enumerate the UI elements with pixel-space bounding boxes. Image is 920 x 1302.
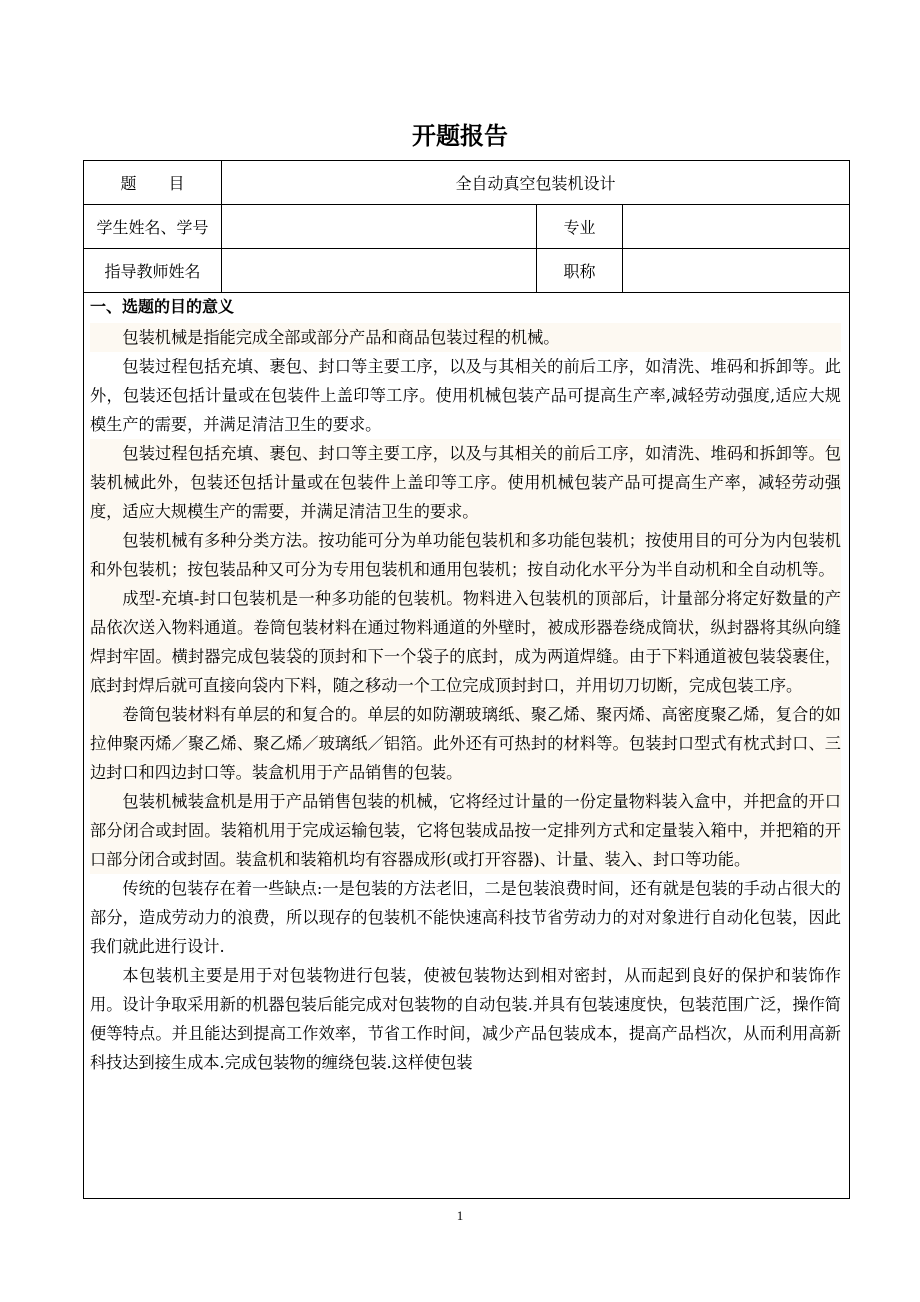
paragraph: 包装机械装盒机是用于产品销售包装的机械，它将经过计量的一份定量物料装入盒中，并把盒的开口部分闭合或封固。装箱机用于完成运输包装，它将包装成品按一定排列方式和定量装入箱中，并把箱的开口部分闭合或封固。装盒机和装箱机均有容器成形(或打开容器)、计量、装入、封口等功能。 bbox=[90, 787, 841, 874]
student-value bbox=[222, 205, 537, 249]
paragraph: 卷筒包装材料有单层的和复合的。单层的如防潮玻璃纸、聚乙烯、聚丙烯、高密度聚乙烯，复合的如拉伸聚丙烯／聚乙烯、聚乙烯／玻璃纸／铝箔。此外还有可热封的材料等。包装封口型式有枕式封口、三边封口和四边封口等。装盒机用于产品销售的包装。 bbox=[90, 700, 841, 787]
page-number: 1 bbox=[456, 1208, 464, 1223]
rank-value bbox=[623, 249, 850, 293]
paragraph: 成型-充填-封口包装机是一种多功能的包装机。物料进入包装机的顶部后，计量部分将定好数量的产品依次送入物料通道。卷筒包装材料在通过物料通道的外壁时，被成形器卷绕成筒状，纵封器将其纵向缝焊封牢固。横封器完成包装袋的顶封和下一个袋子的底封，成为两道焊缝。由于下料通道被包装袋裹住，底封封焊后就可直接向袋内下料，随之移动一个工位完成顶封封口，并用切刀切断，完成包装工序。 bbox=[90, 584, 841, 700]
topic-value: 全自动真空包装机设计 bbox=[222, 161, 850, 205]
major-value bbox=[623, 205, 850, 249]
rank-label: 职称 bbox=[537, 249, 623, 293]
advisor-label: 指导教师姓名 bbox=[84, 249, 222, 293]
student-label: 学生姓名、学号 bbox=[84, 205, 222, 249]
topic-label: 题 目 bbox=[84, 161, 222, 205]
paragraph: 包装过程包括充填、裹包、封口等主要工序，以及与其相关的前后工序，如清洗、堆码和拆卸等。此外，包装还包括计量或在包装件上盖印等工序。使用机械包装产品可提高生产率,减轻劳动强度,适应大规模生产的需要，并满足清洁卫生的要求。 bbox=[90, 357, 841, 434]
page-title: 开题报告 bbox=[412, 122, 508, 150]
info-table bbox=[83, 160, 850, 293]
section-body bbox=[84, 323, 849, 1077]
paragraph: 包装过程包括充填、裹包、封口等主要工序，以及与其相关的前后工序，如清洗、堆码和拆卸等。包装机械此外，包装还包括计量或在包装件上盖印等工序。使用机械包装产品可提高生产率，减轻劳动强度，适应大规模生产的需要，并满足清洁卫生的要求。 bbox=[90, 439, 841, 526]
paragraph: 本包装机主要是用于对包装物进行包装，使被包装物达到相对密封，从而起到良好的保护和装饰作用。设计争取采用新的机器包装后能完成对包装物的自动包装.并具有包装速度快，包装范围广泛，操作简便等特点。并且能达到提高工作效率，节省工作时间，减少产品包装成本，提高产品档次，从而利用高新科技达到接生成本.完成包装物的缠绕包装.这样使包装 bbox=[90, 966, 841, 1072]
section-heading: 一、选题的目的意义 bbox=[90, 297, 235, 316]
purpose-section bbox=[83, 291, 850, 1199]
major-label: 专业 bbox=[537, 205, 623, 249]
paragraph: 包装机械有多种分类方法。按功能可分为单功能包装机和多功能包装机；按使用目的可分为内包装机和外包装机；按包装品种又可分为专用包装机和通用包装机；按自动化水平分为半自动机和全自动机等。 bbox=[90, 526, 841, 584]
paragraph: 包装机械是指能完成全部或部分产品和商品包装过程的机械。 bbox=[90, 323, 841, 352]
paragraph: 传统的包装存在着一些缺点:一是包装的方法老旧，二是包装浪费时间，还有就是包装的手动占很大的部分，造成劳动力的浪费，所以现存的包装机不能快速高科技节省劳动力的对对象进行自动化包装，因此我们就此进行设计. bbox=[90, 879, 841, 956]
advisor-value bbox=[222, 249, 537, 293]
